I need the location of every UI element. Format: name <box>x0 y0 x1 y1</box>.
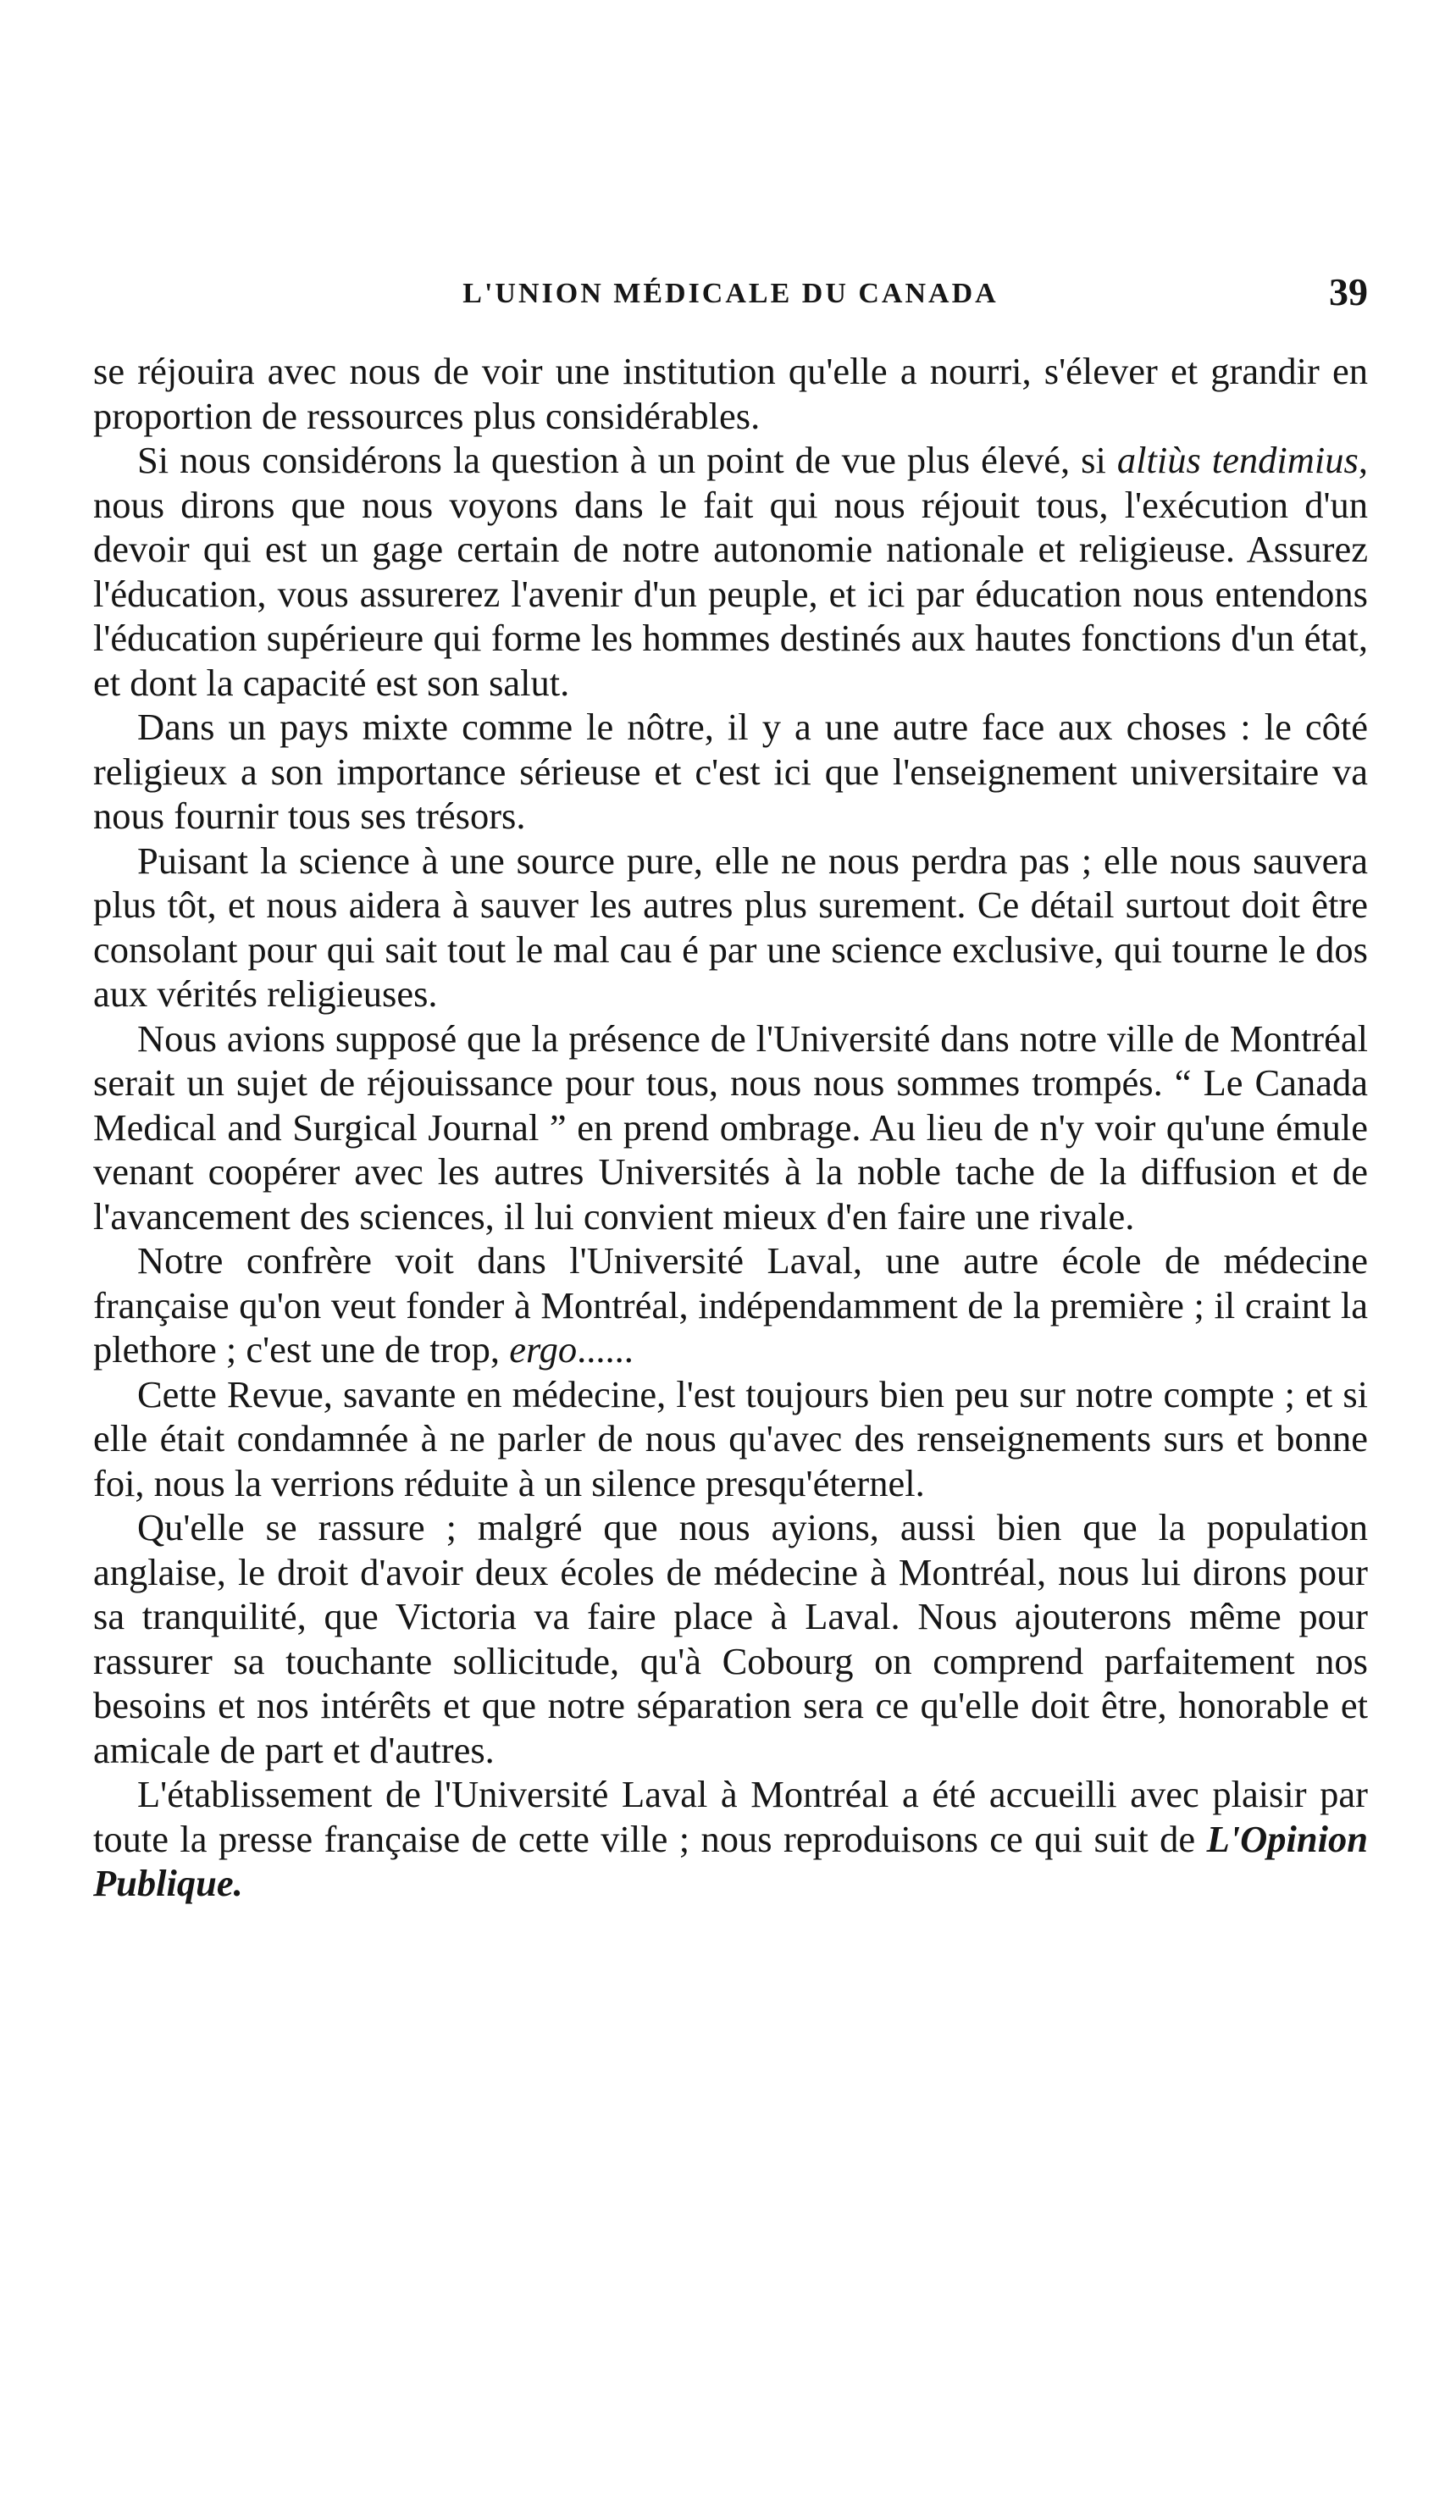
publication-title: L'Opinion Publique. <box>93 1817 1368 1904</box>
text-run: Puisant la science à une source pure, elle ne nous perdra pas ; elle nous sauvera plus tôt, et nous aidera à sauver les autres plus surement. Ce détail surtout doit être consolant pour qui sait tout le mal cau é par une science exclusive, qui tourne le dos aux vérités religieuses. <box>93 839 1368 1015</box>
paragraph <box>93 1772 1368 1906</box>
running-header <box>93 269 1368 320</box>
text-run: Dans un pays mixte comme le nôtre, il y a une autre face aux choses : le côté religieux a son importance sérieuse et c'est ici que l'enseignement universitaire va nous fournir tous ses trésors. <box>93 706 1368 837</box>
paragraph <box>93 705 1368 839</box>
body-text <box>93 349 1368 1906</box>
page-number: 39 <box>1329 270 1368 313</box>
italic-run: ergo <box>509 1328 578 1371</box>
paragraph <box>93 349 1368 438</box>
text-run: se réjouira avec nous de voir une institution qu'elle a nourri, s'élever et grandir en proportion de ressources plus considérables. <box>93 350 1368 437</box>
text-run: Si nous considérons la question à un point de vue plus élevé, si <box>137 439 1117 481</box>
text-run: Notre confrère voit dans l'Université Laval, une autre école de médecine française qu'on veut fonder à Montréal, indépendamment de la première ; il craint la plethore ; c'est une de trop, <box>93 1239 1368 1371</box>
paragraph <box>93 1505 1368 1772</box>
italic-run: altiùs tendimius <box>1116 439 1359 481</box>
document-page <box>93 269 1368 1906</box>
text-run: , nous dirons que nous voyons dans le fait qui nous réjouit tous, l'exécution d'un devoir qui est un gage certain de notre autonomie nationale et religieuse. Assurez l'éducation, vous assurerez l'avenir d'un peuple, et ici par éducation nous entendons l'éducation supérieure qui forme les hommes destinés aux hautes fonctions d'un état, et dont la capacité est son salut. <box>93 439 1368 704</box>
text-run: ...... <box>577 1328 634 1371</box>
paragraph <box>93 839 1368 1016</box>
text-run: Qu'elle se rassure ; malgré que nous ayions, aussi bien que la population anglaise, le droit d'avoir deux écoles de médecine à Montréal, nous lui dirons pour sa tranquilité, que Victoria va faire place à Laval. Nous ajouterons même pour rassurer sa touchante sollicitude, qu'à Cobourg on comprend parfaitement nos besoins et nos intérêts et que notre séparation sera ce qu'elle doit être, honorable et amicale de part et d'autres. <box>93 1506 1368 1771</box>
running-title: L'UNION MÉDICALE DU CANADA <box>462 278 999 309</box>
text-run: Nous avions supposé que la présence de l'Université dans notre ville de Montréal serait un sujet de réjouissance pour tous, nous nous sommes trompés. “ Le Canada Medical and Surgical Journal ” en prend ombrage. Au lieu de n'y voir qu'une émule venant coopérer avec les autres Universités à la noble tache de la diffusion et de l'avancement des sciences, il lui convient mieux d'en faire une rivale. <box>93 1016 1368 1238</box>
text-run: Cette Revue, savante en médecine, l'est toujours bien peu sur notre compte ; et si elle était condamnée à ne parler de nous qu'avec des renseignements surs et bonne foi, nous la verrions réduite à un silence presqu'éternel. <box>93 1372 1368 1504</box>
text-run: L'établissement de l'Université Laval à Montréal a été accueilli avec plaisir par toute la presse française de cette ville ; nous reproduisons ce qui suit de <box>93 1773 1368 1860</box>
paragraph <box>93 438 1368 705</box>
paragraph <box>93 1238 1368 1372</box>
paragraph <box>93 1372 1368 1506</box>
paragraph <box>93 1016 1368 1239</box>
